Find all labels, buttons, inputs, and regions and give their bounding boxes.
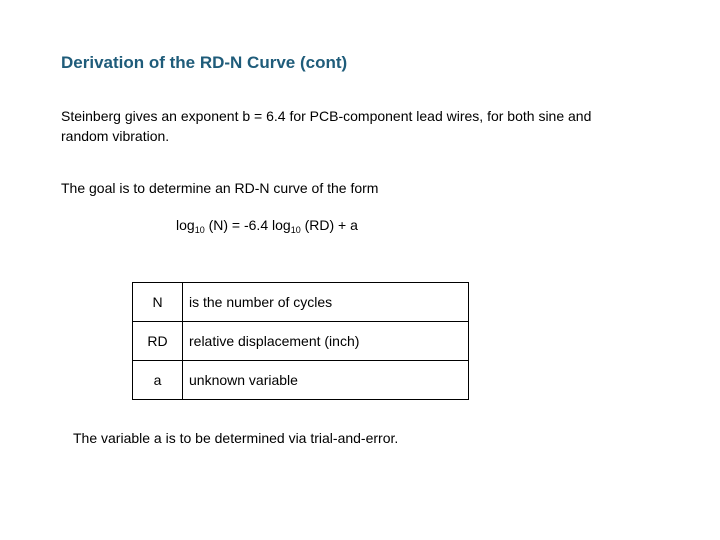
rdn-equation — [176, 217, 358, 235]
table-row — [133, 361, 469, 400]
slide-title: Derivation of the RD-N Curve (cont) — [61, 53, 348, 72]
table-row — [133, 322, 469, 361]
equation-base-n: 10 — [194, 225, 205, 235]
table-row — [133, 283, 469, 322]
definition-description: unknown variable — [183, 361, 469, 400]
definitions-table — [132, 282, 469, 400]
steinberg-paragraph: Steinberg gives an exponent b = 6.4 for PCB-component lead wires, for both sine and random vibration. — [61, 108, 592, 144]
equation-tail: (RD) + a — [300, 217, 358, 233]
definition-symbol: RD — [133, 322, 183, 361]
definition-description: is the number of cycles — [183, 283, 469, 322]
equation-middle: (N) = -6.4 — [204, 217, 272, 233]
definition-symbol: N — [133, 283, 183, 322]
trial-and-error-note: The variable a is to be determined via trial-and-error. — [73, 430, 399, 446]
equation-base-rd: 10 — [290, 225, 301, 235]
equation-log-n: log — [176, 217, 195, 233]
goal-paragraph: The goal is to determine an RD-N curve of the form — [61, 180, 379, 196]
equation-log-rd: log — [272, 217, 291, 233]
definition-description: relative displacement (inch) — [183, 322, 469, 361]
definition-symbol: a — [133, 361, 183, 400]
